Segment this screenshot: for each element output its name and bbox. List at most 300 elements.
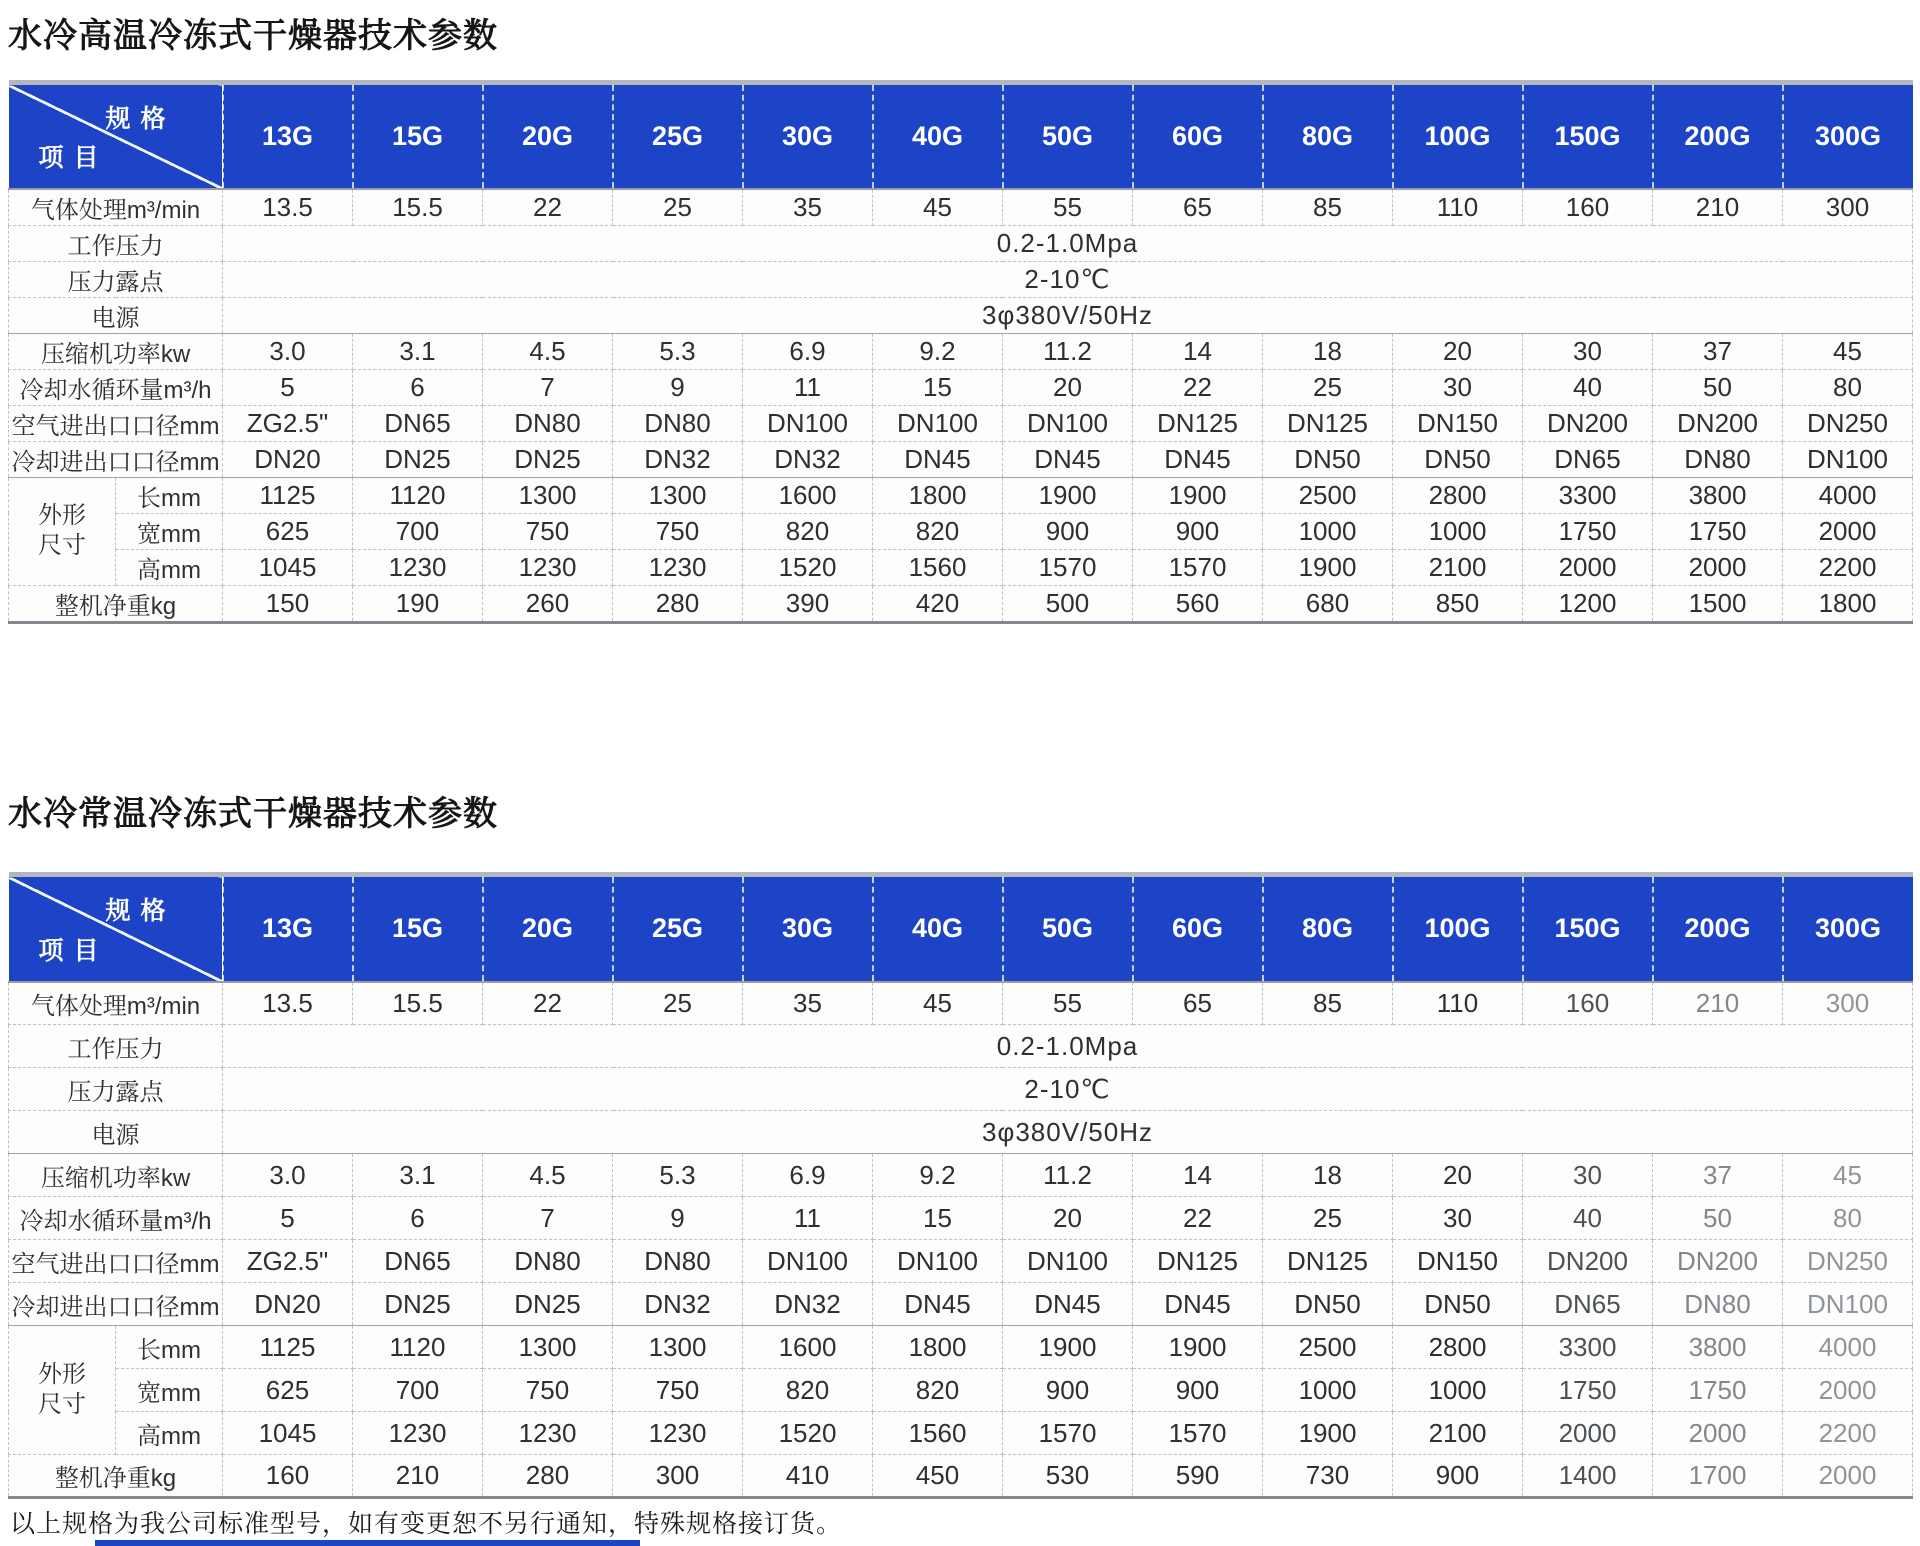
table-row — [9, 189, 1913, 226]
value-cell: 1120 — [353, 1326, 483, 1369]
value-cell: 1230 — [353, 1412, 483, 1455]
value-cell: 1600 — [743, 477, 873, 513]
value-cell: 1230 — [613, 549, 743, 585]
value-cell: 5.3 — [613, 1154, 743, 1197]
value-cell: 1500 — [1653, 585, 1783, 622]
value-cell: DN80 — [613, 405, 743, 441]
value-cell: 14 — [1133, 333, 1263, 369]
value-cell: 50 — [1653, 369, 1783, 405]
value-cell: DN100 — [873, 1240, 1003, 1283]
value-cell: 530 — [1003, 1455, 1133, 1498]
value-cell: 5 — [223, 1197, 353, 1240]
value-cell: 80 — [1783, 1197, 1913, 1240]
value-cell: 6 — [353, 369, 483, 405]
row-sublabel: 高mm — [116, 1412, 223, 1455]
column-header-60g: 60G — [1133, 83, 1263, 189]
value-cell: 20 — [1393, 1154, 1523, 1197]
value-cell: 40 — [1523, 369, 1653, 405]
value-cell: 5 — [223, 369, 353, 405]
value-cell: 3.0 — [223, 333, 353, 369]
row-label-group — [9, 477, 116, 585]
value-cell: 3.0 — [223, 1154, 353, 1197]
table-row — [9, 441, 1913, 477]
value-cell: DN80 — [1653, 1283, 1783, 1326]
value-cell: 2000 — [1653, 549, 1783, 585]
column-header-25g: 25G — [613, 875, 743, 982]
value-cell: 900 — [1393, 1455, 1523, 1498]
column-header-200g: 200G — [1653, 83, 1783, 189]
value-cell: DN150 — [1393, 1240, 1523, 1283]
value-cell: 2100 — [1393, 549, 1523, 585]
value-cell: DN50 — [1393, 1283, 1523, 1326]
value-cell: 35 — [743, 189, 873, 226]
value-cell: DN50 — [1393, 441, 1523, 477]
header-row — [9, 875, 1913, 982]
value-cell: 85 — [1263, 189, 1393, 226]
table-row — [9, 477, 1913, 513]
row-label: 电源 — [9, 1111, 223, 1154]
value-cell: DN20 — [223, 1283, 353, 1326]
value-cell: 1560 — [873, 549, 1003, 585]
page-edge-strip — [95, 1540, 640, 1546]
corner-spec-label: 规格 — [105, 897, 176, 925]
value-cell: 22 — [1133, 1197, 1263, 1240]
value-cell: 1900 — [1133, 477, 1263, 513]
value-cell: 2000 — [1783, 1369, 1913, 1412]
value-cell: 1200 — [1523, 585, 1653, 622]
column-header-40g: 40G — [873, 875, 1003, 982]
value-cell: DN45 — [873, 1283, 1003, 1326]
value-cell: 1900 — [1263, 1412, 1393, 1455]
section-title-normal-temp: 水冷常温冷冻式干燥器技术参数 — [8, 795, 498, 833]
value-cell: DN100 — [873, 405, 1003, 441]
value-cell: 1570 — [1133, 549, 1263, 585]
value-cell: DN45 — [1003, 441, 1133, 477]
value-cell: 65 — [1133, 982, 1263, 1025]
value-cell: 30 — [1523, 1154, 1653, 1197]
value-cell: 730 — [1263, 1455, 1393, 1498]
value-cell: 13.5 — [223, 189, 353, 226]
column-header-60g: 60G — [1133, 875, 1263, 982]
column-header-30g: 30G — [743, 83, 873, 189]
value-cell: 2100 — [1393, 1412, 1523, 1455]
value-cell: 2000 — [1523, 1412, 1653, 1455]
value-cell: 1520 — [743, 1412, 873, 1455]
value-cell: 1230 — [353, 549, 483, 585]
row-sublabel: 长mm — [116, 1326, 223, 1369]
value-cell: 20 — [1393, 333, 1523, 369]
value-cell: 1800 — [873, 477, 1003, 513]
value-cell: DN125 — [1263, 405, 1393, 441]
value-cell: 820 — [743, 513, 873, 549]
table-row — [9, 1412, 1913, 1455]
value-cell: 55 — [1003, 982, 1133, 1025]
value-cell: 45 — [873, 982, 1003, 1025]
merged-value-cell: 2-10℃ — [223, 1068, 1913, 1111]
value-cell: DN100 — [743, 405, 873, 441]
column-header-25g: 25G — [613, 83, 743, 189]
table-row — [9, 1455, 1913, 1498]
value-cell: 1230 — [613, 1412, 743, 1455]
value-cell: 37 — [1653, 1154, 1783, 1197]
value-cell: 1520 — [743, 549, 873, 585]
value-cell: DN65 — [353, 405, 483, 441]
column-header-13g: 13G — [223, 83, 353, 189]
value-cell: DN100 — [1783, 441, 1913, 477]
value-cell: 30 — [1393, 369, 1523, 405]
value-cell: 820 — [743, 1369, 873, 1412]
value-cell: 4.5 — [483, 1154, 613, 1197]
value-cell: 820 — [873, 1369, 1003, 1412]
value-cell: 45 — [873, 189, 1003, 226]
value-cell: ZG2.5" — [223, 1240, 353, 1283]
column-header-150g: 150G — [1523, 875, 1653, 982]
value-cell: 25 — [613, 982, 743, 1025]
column-header-30g: 30G — [743, 875, 873, 982]
spec-table-high-temp — [8, 80, 1913, 624]
value-cell: 2800 — [1393, 1326, 1523, 1369]
table-row — [9, 1283, 1913, 1326]
value-cell: DN32 — [613, 1283, 743, 1326]
row-label-line: 尺寸 — [38, 532, 86, 559]
row-label-line: 外形 — [38, 1361, 86, 1388]
value-cell: 1900 — [1133, 1326, 1263, 1369]
value-cell: 22 — [1133, 369, 1263, 405]
row-label: 工作压力 — [9, 225, 223, 261]
spec-table-normal-temp — [8, 872, 1913, 1499]
table-row — [9, 297, 1913, 333]
value-cell: 7 — [483, 1197, 613, 1240]
value-cell: 160 — [1523, 189, 1653, 226]
value-cell: DN65 — [353, 1240, 483, 1283]
row-label: 工作压力 — [9, 1025, 223, 1068]
column-header-300g: 300G — [1783, 83, 1913, 189]
table-row — [9, 1111, 1913, 1154]
value-cell: DN80 — [613, 1240, 743, 1283]
value-cell: 30 — [1523, 333, 1653, 369]
value-cell: 4000 — [1783, 477, 1913, 513]
table-row — [9, 513, 1913, 549]
value-cell: DN32 — [743, 1283, 873, 1326]
corner-item-label: 项目 — [38, 143, 109, 172]
value-cell: 390 — [743, 585, 873, 622]
value-cell: DN125 — [1133, 405, 1263, 441]
value-cell: 85 — [1263, 982, 1393, 1025]
value-cell: 1300 — [483, 1326, 613, 1369]
value-cell: 22 — [483, 189, 613, 226]
value-cell: 30 — [1393, 1197, 1523, 1240]
table-row — [9, 982, 1913, 1025]
value-cell: 3.1 — [353, 1154, 483, 1197]
value-cell: DN45 — [1003, 1283, 1133, 1326]
value-cell: 9 — [613, 369, 743, 405]
value-cell: 300 — [1783, 189, 1913, 226]
value-cell: 3300 — [1523, 1326, 1653, 1369]
value-cell: 900 — [1003, 513, 1133, 549]
value-cell: 1750 — [1653, 1369, 1783, 1412]
value-cell: 1120 — [353, 477, 483, 513]
value-cell: 2000 — [1783, 1455, 1913, 1498]
column-header-50g: 50G — [1003, 875, 1133, 982]
corner-header — [9, 83, 223, 189]
value-cell: 1045 — [223, 549, 353, 585]
value-cell: 680 — [1263, 585, 1393, 622]
value-cell: 110 — [1393, 982, 1523, 1025]
column-header-100g: 100G — [1393, 83, 1523, 189]
value-cell: 750 — [483, 513, 613, 549]
table-row — [9, 1240, 1913, 1283]
row-label: 冷却水循环量m³/h — [9, 369, 223, 405]
value-cell: DN200 — [1523, 1240, 1653, 1283]
value-cell: 13.5 — [223, 982, 353, 1025]
value-cell: 2500 — [1263, 1326, 1393, 1369]
row-label: 气体处理m³/min — [9, 189, 223, 226]
value-cell: 280 — [613, 585, 743, 622]
value-cell: 1000 — [1263, 513, 1393, 549]
row-label: 气体处理m³/min — [9, 982, 223, 1025]
value-cell: 6.9 — [743, 1154, 873, 1197]
value-cell: 80 — [1783, 369, 1913, 405]
value-cell: DN80 — [1653, 441, 1783, 477]
value-cell: 1230 — [483, 549, 613, 585]
value-cell: DN25 — [353, 441, 483, 477]
value-cell: 1800 — [873, 1326, 1003, 1369]
value-cell: DN100 — [743, 1240, 873, 1283]
value-cell: 625 — [223, 1369, 353, 1412]
row-label: 压缩机功率kw — [9, 333, 223, 369]
value-cell: 750 — [613, 513, 743, 549]
table-row — [9, 1068, 1913, 1111]
row-label: 压缩机功率kw — [9, 1154, 223, 1197]
value-cell: 25 — [1263, 369, 1393, 405]
value-cell: 190 — [353, 585, 483, 622]
row-label: 整机净重kg — [9, 1455, 223, 1498]
row-sublabel: 宽mm — [116, 513, 223, 549]
value-cell: 55 — [1003, 189, 1133, 226]
value-cell: DN65 — [1523, 1283, 1653, 1326]
merged-value-cell: 3φ380V/50Hz — [223, 297, 1913, 333]
value-cell: 9.2 — [873, 333, 1003, 369]
row-label-line: 尺寸 — [38, 1391, 86, 1418]
value-cell: 820 — [873, 513, 1003, 549]
value-cell: DN25 — [483, 1283, 613, 1326]
value-cell: 25 — [1263, 1197, 1393, 1240]
row-label-line: 外形 — [38, 502, 86, 529]
value-cell: DN32 — [743, 441, 873, 477]
value-cell: DN250 — [1783, 405, 1913, 441]
value-cell: DN125 — [1263, 1240, 1393, 1283]
row-label: 整机净重kg — [9, 585, 223, 622]
value-cell: DN50 — [1263, 441, 1393, 477]
value-cell: 2000 — [1653, 1412, 1783, 1455]
value-cell: DN200 — [1523, 405, 1653, 441]
column-header-300g: 300G — [1783, 875, 1913, 982]
column-header-13g: 13G — [223, 875, 353, 982]
row-label: 冷却水循环量m³/h — [9, 1197, 223, 1240]
value-cell: 300 — [1783, 982, 1913, 1025]
table-row — [9, 1025, 1913, 1068]
value-cell: DN100 — [1783, 1283, 1913, 1326]
value-cell: 210 — [353, 1455, 483, 1498]
value-cell: 45 — [1783, 333, 1913, 369]
value-cell: 1300 — [613, 477, 743, 513]
value-cell: 280 — [483, 1455, 613, 1498]
column-header-100g: 100G — [1393, 875, 1523, 982]
value-cell: 1700 — [1653, 1455, 1783, 1498]
value-cell: 900 — [1133, 513, 1263, 549]
value-cell: 1560 — [873, 1412, 1003, 1455]
value-cell: DN25 — [483, 441, 613, 477]
row-label: 压力露点 — [9, 261, 223, 297]
value-cell: DN25 — [353, 1283, 483, 1326]
value-cell: 500 — [1003, 585, 1133, 622]
value-cell: 1900 — [1263, 549, 1393, 585]
value-cell: 15.5 — [353, 189, 483, 226]
value-cell: 160 — [223, 1455, 353, 1498]
row-label: 冷却进出口口径mm — [9, 1283, 223, 1326]
value-cell: 5.3 — [613, 333, 743, 369]
value-cell: 1900 — [1003, 1326, 1133, 1369]
value-cell: 1570 — [1003, 549, 1133, 585]
row-label: 压力露点 — [9, 1068, 223, 1111]
value-cell: 15 — [873, 1197, 1003, 1240]
value-cell: 700 — [353, 513, 483, 549]
value-cell: 37 — [1653, 333, 1783, 369]
value-cell: 1570 — [1003, 1412, 1133, 1455]
header-row — [9, 83, 1913, 189]
value-cell: 20 — [1003, 1197, 1133, 1240]
value-cell: 750 — [613, 1369, 743, 1412]
value-cell: 300 — [613, 1455, 743, 1498]
value-cell: 18 — [1263, 333, 1393, 369]
value-cell: DN20 — [223, 441, 353, 477]
value-cell: 210 — [1653, 982, 1783, 1025]
table-row — [9, 1326, 1913, 1369]
value-cell: 1230 — [483, 1412, 613, 1455]
value-cell: 25 — [613, 189, 743, 226]
value-cell: 900 — [1133, 1369, 1263, 1412]
value-cell: 7 — [483, 369, 613, 405]
value-cell: DN80 — [483, 405, 613, 441]
value-cell: DN200 — [1653, 1240, 1783, 1283]
value-cell: ZG2.5" — [223, 405, 353, 441]
table-row — [9, 1369, 1913, 1412]
row-sublabel: 宽mm — [116, 1369, 223, 1412]
table-row — [9, 369, 1913, 405]
value-cell: DN150 — [1393, 405, 1523, 441]
value-cell: 210 — [1653, 189, 1783, 226]
value-cell: 6.9 — [743, 333, 873, 369]
value-cell: 11.2 — [1003, 333, 1133, 369]
merged-value-cell: 2-10℃ — [223, 261, 1913, 297]
value-cell: 1750 — [1523, 513, 1653, 549]
value-cell: 1750 — [1653, 513, 1783, 549]
value-cell: DN45 — [1133, 441, 1263, 477]
value-cell: 4000 — [1783, 1326, 1913, 1369]
table-row — [9, 405, 1913, 441]
value-cell: 1600 — [743, 1326, 873, 1369]
column-header-15g: 15G — [353, 875, 483, 982]
column-header-150g: 150G — [1523, 83, 1653, 189]
row-sublabel: 高mm — [116, 549, 223, 585]
value-cell: 1570 — [1133, 1412, 1263, 1455]
corner-spec-label: 规格 — [105, 105, 176, 133]
row-label: 电源 — [9, 297, 223, 333]
row-label: 空气进出口口径mm — [9, 405, 223, 441]
table-row — [9, 1197, 1913, 1240]
value-cell: DN250 — [1783, 1240, 1913, 1283]
column-header-20g: 20G — [483, 875, 613, 982]
merged-value-cell: 0.2-1.0Mpa — [223, 1025, 1913, 1068]
footer-note: 以上规格为我公司标准型号，如有变更恕不另行通知，特殊规格接订货。 — [10, 1510, 843, 1538]
column-header-40g: 40G — [873, 83, 1003, 189]
value-cell: DN125 — [1133, 1240, 1263, 1283]
table-row — [9, 1154, 1913, 1197]
value-cell: 560 — [1133, 585, 1263, 622]
value-cell: 3800 — [1653, 477, 1783, 513]
value-cell: DN80 — [483, 1240, 613, 1283]
value-cell: 11.2 — [1003, 1154, 1133, 1197]
value-cell: 2200 — [1783, 1412, 1913, 1455]
value-cell: 420 — [873, 585, 1003, 622]
value-cell: 3800 — [1653, 1326, 1783, 1369]
value-cell: 2800 — [1393, 477, 1523, 513]
value-cell: 110 — [1393, 189, 1523, 226]
value-cell: 2000 — [1523, 549, 1653, 585]
value-cell: 3.1 — [353, 333, 483, 369]
value-cell: 14 — [1133, 1154, 1263, 1197]
row-label-group — [9, 1326, 116, 1455]
value-cell: 1125 — [223, 1326, 353, 1369]
table-row — [9, 333, 1913, 369]
value-cell: 2000 — [1783, 513, 1913, 549]
value-cell: DN65 — [1523, 441, 1653, 477]
value-cell: 260 — [483, 585, 613, 622]
value-cell: 850 — [1393, 585, 1523, 622]
value-cell: 35 — [743, 982, 873, 1025]
value-cell: 20 — [1003, 369, 1133, 405]
value-cell: 590 — [1133, 1455, 1263, 1498]
value-cell: 9.2 — [873, 1154, 1003, 1197]
value-cell: 1900 — [1003, 477, 1133, 513]
value-cell: 1750 — [1523, 1369, 1653, 1412]
value-cell: 1125 — [223, 477, 353, 513]
value-cell: 22 — [483, 982, 613, 1025]
value-cell: DN45 — [1133, 1283, 1263, 1326]
value-cell: 2500 — [1263, 477, 1393, 513]
value-cell: 1045 — [223, 1412, 353, 1455]
value-cell: DN32 — [613, 441, 743, 477]
value-cell: 11 — [743, 1197, 873, 1240]
value-cell: 1800 — [1783, 585, 1913, 622]
value-cell: 625 — [223, 513, 353, 549]
value-cell: 9 — [613, 1197, 743, 1240]
value-cell: 1300 — [613, 1326, 743, 1369]
value-cell: 410 — [743, 1455, 873, 1498]
table-row — [9, 225, 1913, 261]
corner-item-label: 项目 — [38, 936, 109, 965]
value-cell: 15.5 — [353, 982, 483, 1025]
value-cell: 1000 — [1393, 513, 1523, 549]
table-row — [9, 585, 1913, 622]
value-cell: DN50 — [1263, 1283, 1393, 1326]
value-cell: 3300 — [1523, 477, 1653, 513]
value-cell: DN200 — [1653, 405, 1783, 441]
value-cell: DN100 — [1003, 405, 1133, 441]
value-cell: 40 — [1523, 1197, 1653, 1240]
row-sublabel: 长mm — [116, 477, 223, 513]
value-cell: 4.5 — [483, 333, 613, 369]
